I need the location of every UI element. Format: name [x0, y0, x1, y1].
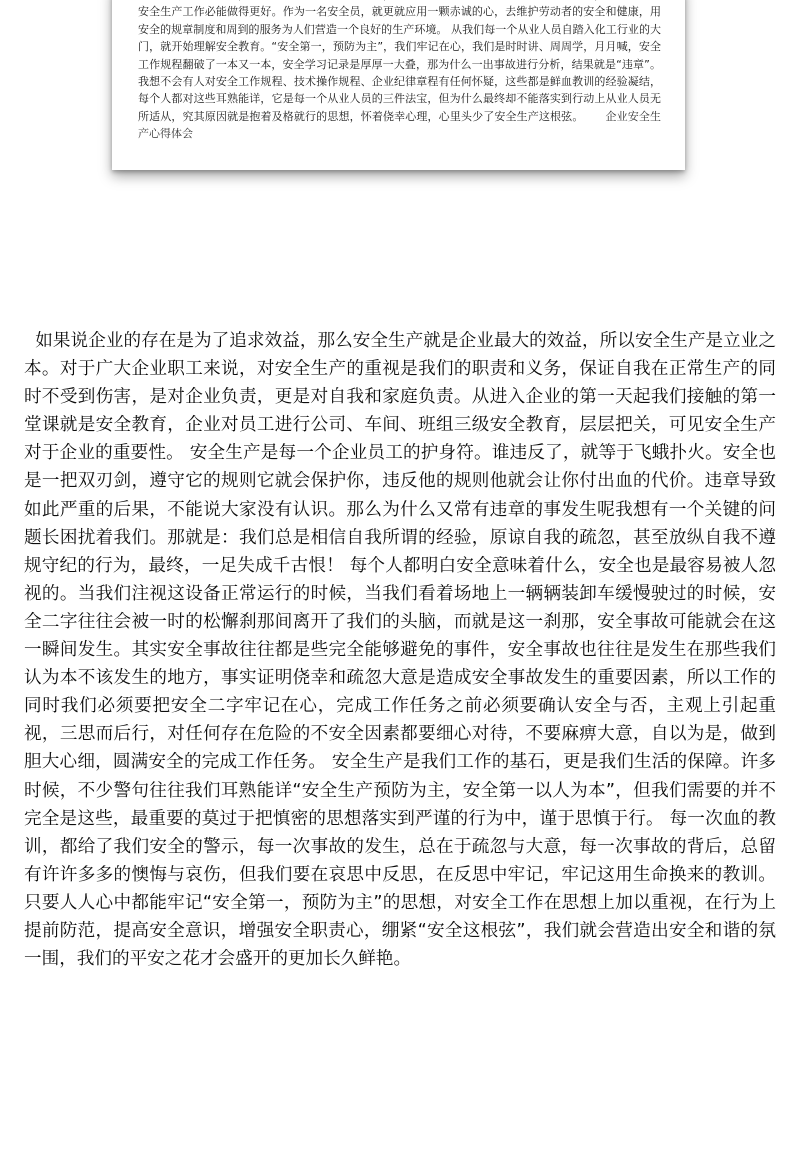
document-preview-card [112, 0, 685, 170]
preview-document-title: 企业安全生产心得体会 [138, 109, 661, 141]
article-body: 如果说企业的存在是为了追求效益，那么安全生产就是企业最大的效益，所以安全生产是立业之本。对于广大企业职工来说，对安全生产的重视是我们的职责和义务，保证自我在正常生产的同时不受到伤害，是对企业负责，更是对自我和家庭负责。从进入企业的第一天起我们接触的第一堂课就是安全教育，企业对员工进行公司、车间、班组三级安全教育，层层把关，可见安全生产对于企业的重要性。 安全生产是每一个企业员工的护身符。谁违反了，就等于飞蛾扑火。安全也是一把双刃剑，遵守它的规则它就会保护你，违反他的规则他就会让你付出血的代价。违章导致如此严重的后果，不能说大家没有认识。那么为什么又常有违章的事发生呢我想有一个关键的问题长困扰着我们。那就是：我们总是相信自我所谓的经验，原谅自我的疏忽，甚至放纵自我不遵规守纪的行为，最终，一足失成千古恨！ 每个人都明白安全意味着什么，安全也是最容易被人忽视的。当我们注视这设备正常运行的时候，当我们看着场地上一辆辆装卸车缓慢驶过的时候，安全二字往往会被一时的松懈刹那间离开了我们的头脑，而就是这一刹那，安全事故可能就会在这一瞬间发生。其实安全事故往往都是些完全能够避免的事件，安全事故也往往是发生在那些我们认为本不该发生的地方，事实证明侥幸和疏忽大意是造成安全事故发生的重要因素，所以工作的同时我们必须要把安全二字牢记在心，完成工作任务之前必须要确认安全与否，主观上引起重视，三思而后行，对任何存在危险的不安全因素都要细心对待，不要麻痹大意，自以为是，做到胆大心细，圆满安全的完成工作任务。 安全生产是我们工作的基石，更是我们生活的保障。许多时候，不少警句往往我们耳熟能详“安全生产预防为主，安全第一以人为本”，但我们需要的并不完全是这些，最重要的莫过于把慎密的思想落实到严谨的行为中，谨于思慎于行。 每一次血的教训，都给了我们安全的警示，每一次事故的发生，总在于疏忽与大意，每一次事故的背后，总留有许许多多的懊悔与哀伤，但我们要在哀思中反思，在反思中牢记，牢记这用生命换来的教训。只要人人心中都能牢记“安全第一，预防为主”的思想，对安全工作在思想上加以重视，在行为上提前防范，提高安全意识，增强安全职责心，绷紧“安全这根弦”，我们就会营造出安全和谐的氛一围，我们的平安之花才会盛开的更加长久鲜艳。 [24, 331, 776, 970]
preview-paragraph [138, 0, 661, 143]
preview-body-text: 安全生产工作必能做得更好。作为一名安全员，就更就应用一颗赤诚的心，去维护劳动者的安全和健康，用安全的规章制度和周到的服务为人们营造一个良好的生产环境。 从我们每一个从业人员自踏入化工行业的大门，就开始理解安全教育。“安全第一，预防为主”，我们牢记在心，我们是时时讲、周周学，月月喊，安全工作规程翻破了一本又一本，安全学习记录是厚厚一大叠，那为什么一出事故进行分析，结果就是“违章”。我想不会有人对安全工作规程、技术操作规程、企业纪律章程有任何怀疑，这些都是鲜血教训的经验凝结，每个人都对这些耳熟能详，它是每一个从业人员的三件法宝，但为什么最终却不能落实到行动上从业人员无所适从，究其原因就是抱着及格就行的思想，怀着侥幸心理，心里头少了安全生产这根弦。 [138, 5, 661, 123]
